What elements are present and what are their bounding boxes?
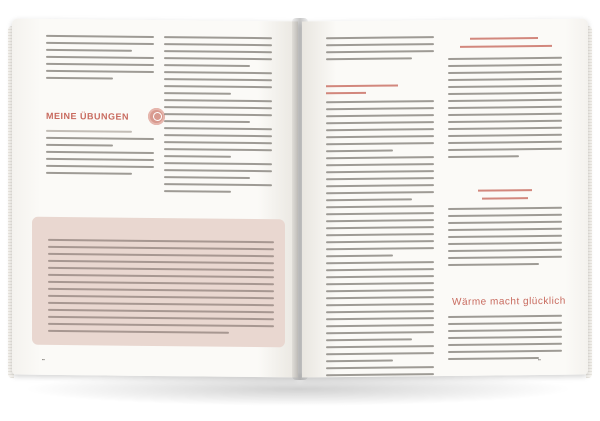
left-page-column-1-exercises (46, 130, 154, 180)
exercise-heading: MEINE ÜBUNGEN (46, 110, 130, 122)
left-page-column-1-top (46, 35, 154, 85)
left-page-number: ▪▪ (42, 356, 45, 362)
exercise-badge-icon (148, 108, 165, 125)
right-page-heading-1 (470, 37, 538, 40)
right-page-heading-2-line-2 (482, 197, 528, 199)
info-box-text (48, 239, 274, 339)
right-page-column-2-bottom (448, 315, 562, 365)
warmth-heading: Wärme macht glücklich (452, 295, 566, 308)
right-page-column-2-top (448, 57, 562, 163)
right-page (302, 19, 588, 378)
left-page-column-2 (164, 36, 272, 198)
right-page-subheading-1-line-2 (326, 92, 366, 94)
left-page (12, 19, 298, 378)
right-page-column-2-mid (448, 207, 562, 271)
left-page-footer (42, 357, 45, 362)
right-page-footer (538, 357, 541, 362)
info-box (32, 217, 285, 348)
right-page-subheading-1 (326, 84, 398, 87)
right-page-column-1 (326, 100, 434, 377)
right-page-column-1-top (326, 36, 434, 65)
right-page-heading-1-line-2 (460, 45, 552, 48)
right-page-heading-2 (478, 189, 532, 192)
right-page-number: ▪▪ (538, 356, 541, 363)
